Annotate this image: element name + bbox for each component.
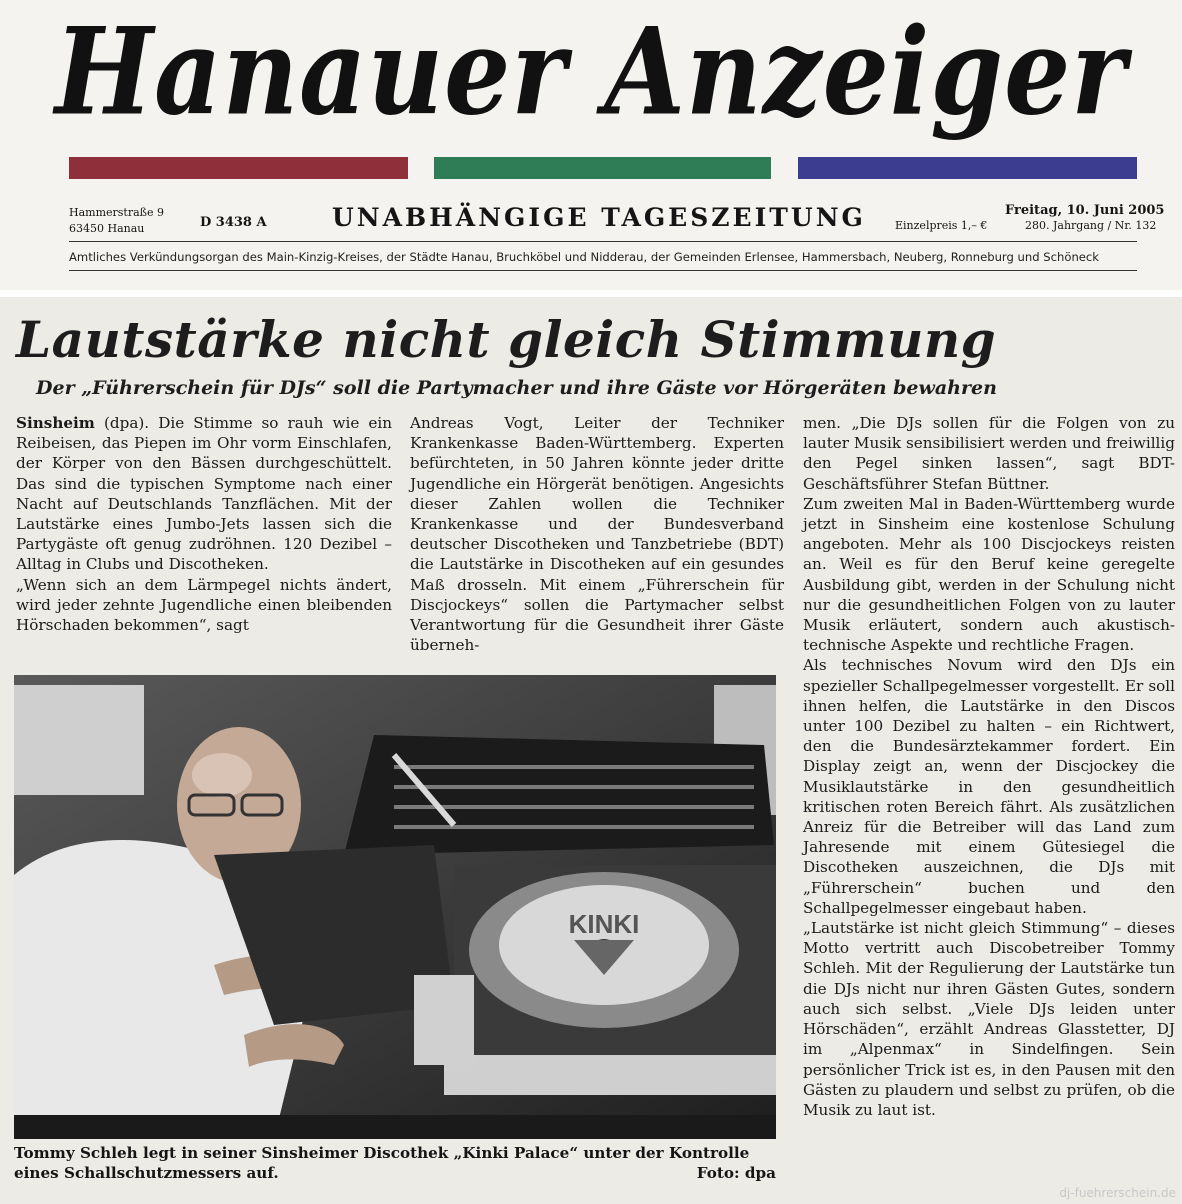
address-street: Hammerstraße 9: [69, 206, 165, 219]
masthead-rule-top: [69, 241, 1137, 242]
official-notice: Amtliches Verkündungsorgan des Main-Kinzig-Kreises, der Städte Hanau, Bruchköbel und Nidderau, der Gemeinden Erlensee, Hammersbach, Neuberg, Ronneburg und Schöneck: [69, 250, 1100, 264]
column-3-paragraph-4: „Lautstärke ist nicht gleich Stimmung“ – dieses Motto vertritt auch Discobetreiber Tommy Schleh. Mit der Regulierung der Lautstärke tun die DJs nicht nur ihren Gästen Gutes, sondern auch sich selbst. „Viele DJs leiden unter Hörschäden“, erzählt Andreas Glasstetter, DJ im „Alpenmax“ in Sindelfingen. Sein persönlicher Trick ist es, in den Pausen mit den Gästen zu plaudern und selbst zu prüfen, ob die Musik zu laut ist.: [803, 919, 1175, 1119]
article-column-2: [410, 413, 784, 655]
column-3-paragraph-3: Als technisches Novum wird den DJs ein spezieller Schallpegelmesser vorgestellt. Er soll ihnen helfen, die Lautstärke in den Discos unter 100 Dezibel zu halten – ein Richtwert, den die Bundesärztekammer fordert. Ein Display zeigt an, wenn der Discjockey die Musiklautstärke in den gesundheitlich kritischen roten Bereich fährt. Als zusätzlichen Anreiz für die Betreiber will das Land zum Jahresende mit einem Gütesiegel die Discotheken auszeichnen, die DJs mit „Führerschein“ buchen und den Schallpegelmesser eingebaut haben.: [803, 656, 1175, 917]
publisher-address: [69, 205, 164, 237]
record-label: KINKI: [568, 909, 640, 939]
masthead: [0, 0, 1182, 290]
article-subheadline: Der „Führerschein für DJs“ soll die Partymacher und ihre Gäste vor Hörgeräten bewahren: [36, 377, 997, 399]
masthead-rule-bottom: [69, 270, 1137, 271]
postal-code: D 3438 A: [200, 215, 267, 230]
column-1-paragraph-1: [16, 413, 392, 575]
article-photo: [14, 675, 776, 1139]
photo-caption: [14, 1143, 776, 1183]
article-headline: Lautstärke nicht gleich Stimmung: [16, 310, 997, 369]
color-bar-blue: [798, 157, 1137, 179]
newspaper-title: Hanauer Anzeiger: [54, 0, 1128, 143]
watermark: dj-fuehrerschein.de: [1059, 1186, 1176, 1200]
photo-caption-text: Tommy Schleh legt in seiner Sinsheimer Discothek „Kinki Palace“ unter der Kontrolle eines Schallschutzmessers auf.: [14, 1144, 750, 1182]
issue-date: Freitag, 10. Juni 2005: [1005, 203, 1165, 218]
photo-credit: Foto: dpa: [696, 1164, 776, 1182]
issue-volume: 280. Jahrgang / Nr. 132: [1025, 219, 1157, 232]
color-bar-green: [434, 157, 771, 179]
address-city: 63450 Hanau: [69, 222, 145, 235]
article-column-3: [803, 413, 1175, 1120]
color-bar-red: [69, 157, 408, 179]
column-1-paragraph-2: „Wenn sich an dem Lärmpegel nichts ändert, wird jeder zehnte Jugendliche einen bleibenden Hörschaden bekommen“, sagt: [16, 575, 392, 635]
article-column-1: [16, 413, 392, 635]
tagline: UNABHÄNGIGE TAGESZEITUNG: [332, 203, 866, 232]
mixer-shape: [344, 735, 774, 855]
column-3-paragraph-2: Zum zweiten Mal in Baden-Württemberg wurde jetzt in Sinsheim eine kostenlose Schulung angeboten. Mehr als 100 Discjockeys reisten an. Weil es für den Beruf keine geregelte Ausbildung gibt, werden in der Schulung nicht nur die gesundheitlichen Folgen von zu lauter Musik erläutert, sondern auch akustisch-technische Aspekte und rechtliche Fragen.: [803, 494, 1175, 655]
issue-price: Einzelpreis 1,– €: [895, 219, 988, 232]
monitor-shape: [14, 685, 144, 795]
dj-photo-illustration: [14, 675, 776, 1139]
column-3-paragraph-1: men. „Die DJs sollen für die Folgen von zu lauter Musik sensibilisiert werden und freiwillig den Pegel sinken lassen“, sagt BDT-Geschäftsführer Stefan Büttner.: [803, 414, 1175, 493]
dateline-city: Sinsheim: [16, 414, 95, 432]
column-2-paragraph-1: Andreas Vogt, Leiter der Techniker Krankenkasse Baden-Württemberg. Experten befürchteten, in 50 Jahren könnte jeder dritte Jugendliche ein Hörgerät benötigen. Angesichts dieser Zahlen wollen die Techniker Krankenkasse und der Bundesverband deutscher Discotheken und Tanzbetriebe (BDT) die Lautstärke in Discotheken auf ein gesundes Maß drosseln. Mit einem „Führerschein für Discjockeys“ sollen die Partymacher selbst Verantwortung für die Gesundheit ihrer Gäste überneh-: [410, 414, 784, 655]
column-1-text-1: (dpa). Die Stimme so rauh wie ein Reibeisen, das Piepen im Ohr vorm Einschlafen, der Körper von den Bässen durchgeschüttelt. Das sind die typischen Symptome nach einer Nacht auf Deutschlands Tanzflächen. Mit der Lautstärke eines Jumbo-Jets lassen sich die Partygäste oft genug zudröhnen. 120 Dezibel – Alltag in Clubs und Discotheken.: [16, 414, 392, 574]
